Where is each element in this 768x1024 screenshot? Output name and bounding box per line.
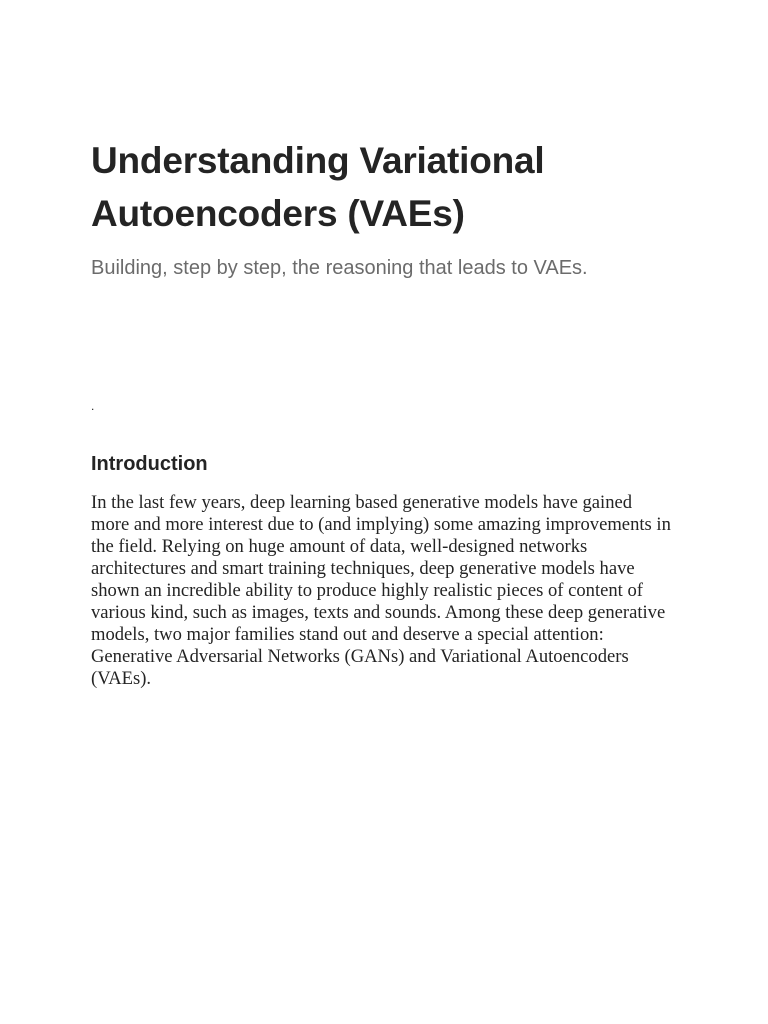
- article-header: [91, 134, 681, 282]
- section-paragraph: In the last few years, deep learning based generative models have gained more and more interest due to (and implying) some amazing improvements in the field. Relying on huge amount of data, well-designed networks architectures and smart training techniques, deep generative models have shown an incredible ability to produce highly realistic pieces of content of various kind, such as images, texts and sounds. Among these deep generative models, two major families stand out and deserve a special attention: Generative Adversarial Networks (GANs) and Variational Autoencoders (VAEs).: [91, 492, 671, 689]
- section-introduction: [91, 450, 671, 690]
- separator-dot: .: [91, 399, 95, 413]
- article-subtitle: Building, step by step, the reasoning that leads to VAEs.: [91, 257, 588, 279]
- section-heading: Introduction: [91, 453, 208, 475]
- article-title: Understanding Variational Autoencoders (VAEs): [91, 140, 545, 234]
